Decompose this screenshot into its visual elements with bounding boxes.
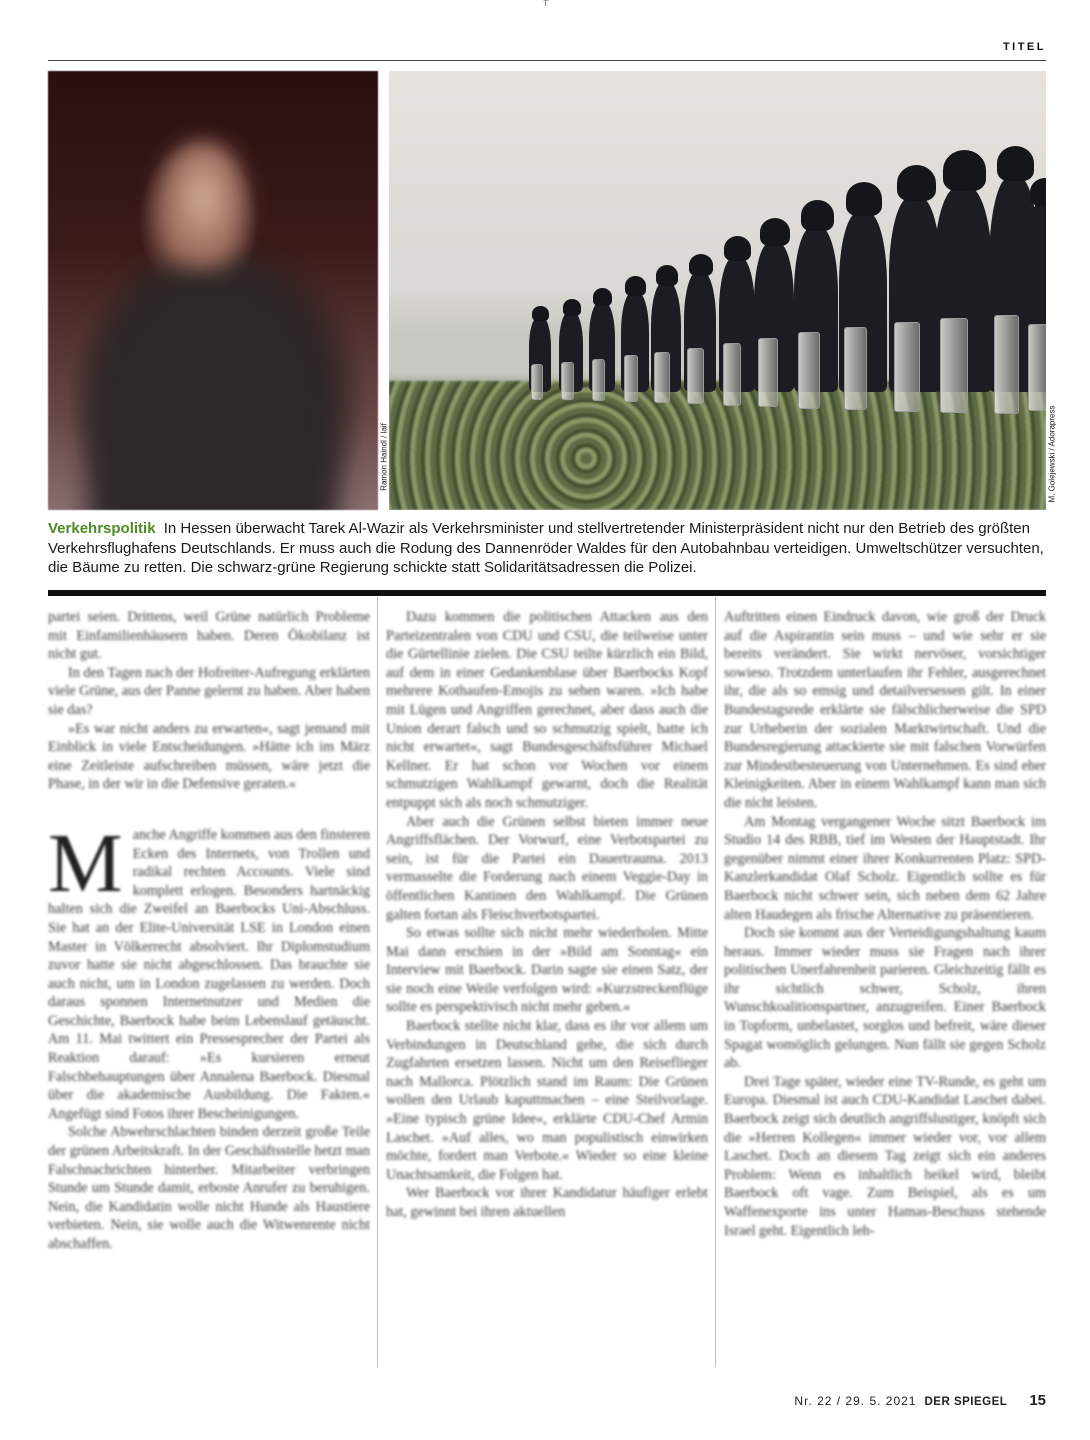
column-divider bbox=[377, 597, 378, 1367]
photo-credit-left: Ramon Haindl / laif bbox=[379, 423, 389, 491]
paragraph: Drei Tage später, wieder eine TV-Runde, es geht um Europa. Diesmal ist auch CDU-Kandidat Laschet dabei. Baerbock zeigt sich deutlich angriffslustiger, knöpft sich die »Herren Kollegen« immer wieder vor, vor allem Laschet. Doch an diesem Tag zeigt sich ein anderes Problem: Wenn es inhaltlich heikel wird, bleibt Baerbock oft vage. Zum Beispiel, als es um Waffenexporte ins unter Hamas-Beschuss stehende Israel geht. Eigentlich leh- bbox=[724, 1073, 1046, 1239]
registration-mark bbox=[539, 0, 553, 6]
photo-caption bbox=[48, 519, 1048, 578]
paragraph: Solche Abwehrschlachten binden derzeit große Teile der grünen Arbeitskraft. In der Geschäftsstelle hetzt man Falschnachrichten hinterher. Mitarbeiter verbringen Stunde um Stunde damit, erboste Anrufer zu beruhigen. Nein, die Kandidatin wolle nicht Hunde als Haustiere verbieten. Nein, sie wolle auch die Witwenrente nicht abschaffen. bbox=[48, 1124, 370, 1252]
police-line-photo bbox=[389, 71, 1046, 510]
article-column-1 bbox=[48, 608, 370, 1254]
dropcap-paragraph bbox=[48, 816, 371, 1124]
paragraph: Wer Baerbock vor ihrer Kandidatur häufiger erlebt hat, gewinnt bei ihren aktuellen bbox=[386, 1185, 708, 1220]
paragraph: So etwas sollte sich nicht mehr wiederholen. Mitte Mai dann erschien in der »Bild am Sonntag« ein Interview mit Baerbock. Darin sagte sie einen Satz, der sie noch eine Weile verfolgen wird: »Kurzstreckenflüge sollte es perspektivisch nicht mehr geben.« bbox=[386, 925, 708, 1016]
article-column-2 bbox=[386, 608, 708, 1222]
paragraph: Am Montag vergangener Woche sitzt Baerbock im Studio 14 des RBB, tief im Westen der Hauptstadt. Ihr gegenüber nimmt einer ihrer Konkurrenten Platz: SPD-Kanzlerkandidat Olaf Scholz. Eigentlich sollte es für Baerbock nicht schwer sein, sich neben dem 62 Jahre alten Haudegen als frische Alternative zu präsentieren. bbox=[724, 813, 1046, 923]
paragraph: Baerbock stellte nicht klar, dass es ihr vor allem um Verbindungen in Deutschland gehe, die sich durch Zugfahrten ersetzen lassen. Nicht um den Reiseflieger nach Mallorca. Plötzlich stand im Raum: Die Grünen wollen den Urlaub kaputtmachen – eine Steilvorlage. »Eine typisch grüne Idee«, erklärte CDU-Chef Armin Laschet. »Auf alles, wo man populistisch einwirken möchte, fordert man Verbote.« Wieder so eine kleine Unachtsamkeit, die Folgen hat. bbox=[386, 1018, 708, 1183]
magazine-name: DER SPIEGEL bbox=[924, 1396, 1008, 1408]
dropcap-letter: M bbox=[48, 816, 123, 910]
portrait-body-shape bbox=[88, 261, 338, 510]
caption-kicker: Verkehrspolitik bbox=[48, 520, 156, 537]
paragraph: Dazu kommen die politischen Attacken aus den Parteizentralen von CDU und CSU, die teilweise unter die Gürtellinie zielen. Die CSU teilte kürzlich ein Bild, auf dem in einer Gedankenblase über Baerbocks Kopf mehrere Kothaufen-Emojis zu sehen waren. »Ich habe mit Lügen und Angriffen gerechnet, aber dass auch die Union derart falsch und so schmutzig spielt, hatte ich nicht erwartet«, sagt Bundesgeschäftsführer Michael Kellner. Er hat schon vor Wochen vor einem schmutzigen Wahlkampf gewarnt, doch die Realität entpuppt sich als noch schmutziger. bbox=[386, 609, 708, 811]
caption-text: In Hessen überwacht Tarek Al-Wazir als Verkehrsminister und stellvertretender Ministerpräsident nicht nur den Betrieb des größten Verkehrsflughafens Deutschlands. Er muss auch die Rodung des Dannenröder Waldes für den Autobahnbau verteidigen. Umweltschützer versuchten, die Bäume zu retten. Die schwarz-grüne Regierung schickte statt Solidaritätsadressen die Polizei. bbox=[48, 520, 1044, 576]
portrait-face-shape bbox=[158, 141, 248, 271]
column-divider bbox=[715, 597, 716, 1367]
article-column-3 bbox=[724, 608, 1046, 1240]
paragraph: »Es war nicht anders zu erwarten«, sagt jemand mit Einblick in viele Entscheidungen. »Hätte ich im März eine Zeitleiste aufschreiben müssen, wäre jetzt die Phase, in der wir in die Defensive geraten.« bbox=[48, 720, 370, 793]
paragraph: anche Angriffe kommen aus den finsteren Ecken des Internets, von Trollen und radikal rechten Accounts. Viele sind komplett erlogen. Besonders hartnäckig halten sich die Zweifel an Baerbocks Uni-Abschluss. Sie hat an der Elite-Universität LSE in London einen Master in Völkerrecht absolviert. Ihr Diplomstudium zuvor hatte sie nicht abgeschlossen. Das brauchte sie auch nicht, um in London zugelassen zu werden. Doch daraus sponnen Internetnutzer und Medien die Geschichte, Baerbock habe beim Lebenslauf getäuscht. Am 11. Mai twittert ein Pressesprecher der Partei als Reaktion darauf: »Es kursieren erneut Falschbehauptungen über Annalena Baerbock. Diesmal über die akademische Ausbildung. Die Fakten.« Angefügt sind Fotos ihrer Bescheinigungen. bbox=[48, 826, 371, 1122]
paragraph: In den Tagen nach der Hofreiter-Aufregung erklärten viele Grüne, aus der Panne gelernt zu haben. Aber haben sie das? bbox=[48, 664, 370, 718]
paragraph: Auftritten einen Eindruck davon, wie groß der Druck auf die Aspirantin sein muss – und wie sehr er sie bereits verändert. Sie wirkt nervöser, vorsichtiger sowieso. Trotzdem unterlaufen ihr Fehler, ausgerechnet ihr, die als so emsig und detailversessen gilt. In einer Bundestagsrede erklärte sie fälschlicherweise die SPD zur Urheberin der sozialen Marktwirtschaft. Und die Bundesregierung attackierte sie mit falschen Vorwürfen zur Mindestbesteuerung von Unternehmen. Es sind eher Kleinigkeiten. Aber in einem Wahlkampf kann man sich die nicht leisten. bbox=[724, 609, 1046, 811]
portrait-photo bbox=[48, 71, 378, 510]
paragraph: Aber auch die Grünen selbst bieten immer neue Angriffsflächen. Der Vorwurf, eine Verbotspartei zu sein, ist für die Partei ein Dauertrauma. 2013 vermasselte die Forderung nach einem Veggie-Day in öffentlichen Kantinen den Wahlkampf. Die Grünen galten fortan als Fleischverbotspartei. bbox=[386, 813, 708, 923]
page-number: 15 bbox=[1029, 1392, 1046, 1409]
paragraph: Doch sie kommt aus der Verteidigungshaltung kaum heraus. Immer wieder muss sie Fragen nach ihrer politischen Unerfahrenheit parieren. Gleichzeitig fällt es ihr sichtlich schwer, Scholz, ihren Wunschkoalitionspartner, anzugreifen. Einer Baerbock in Topform, unbelastet, sorglos und befreit, wäre dieser Spagat womöglich gelungen. Nun fällt sie gegen Scholz ab. bbox=[724, 925, 1046, 1072]
page-footer bbox=[794, 1392, 1046, 1409]
issue-date: Nr. 22 / 29. 5. 2021 bbox=[794, 1394, 917, 1408]
caption-rule bbox=[48, 590, 1046, 596]
section-label: TITEL bbox=[1002, 41, 1046, 53]
top-rule bbox=[48, 60, 1046, 61]
paragraph: partei seien. Drittens, weil Grüne natürlich Probleme mit Einfamilienhäusern haben. Deren Ökobilanz ist nicht gut. bbox=[48, 609, 370, 663]
photo-credit-right: M. Golejewski / Adorapress bbox=[1047, 405, 1057, 503]
